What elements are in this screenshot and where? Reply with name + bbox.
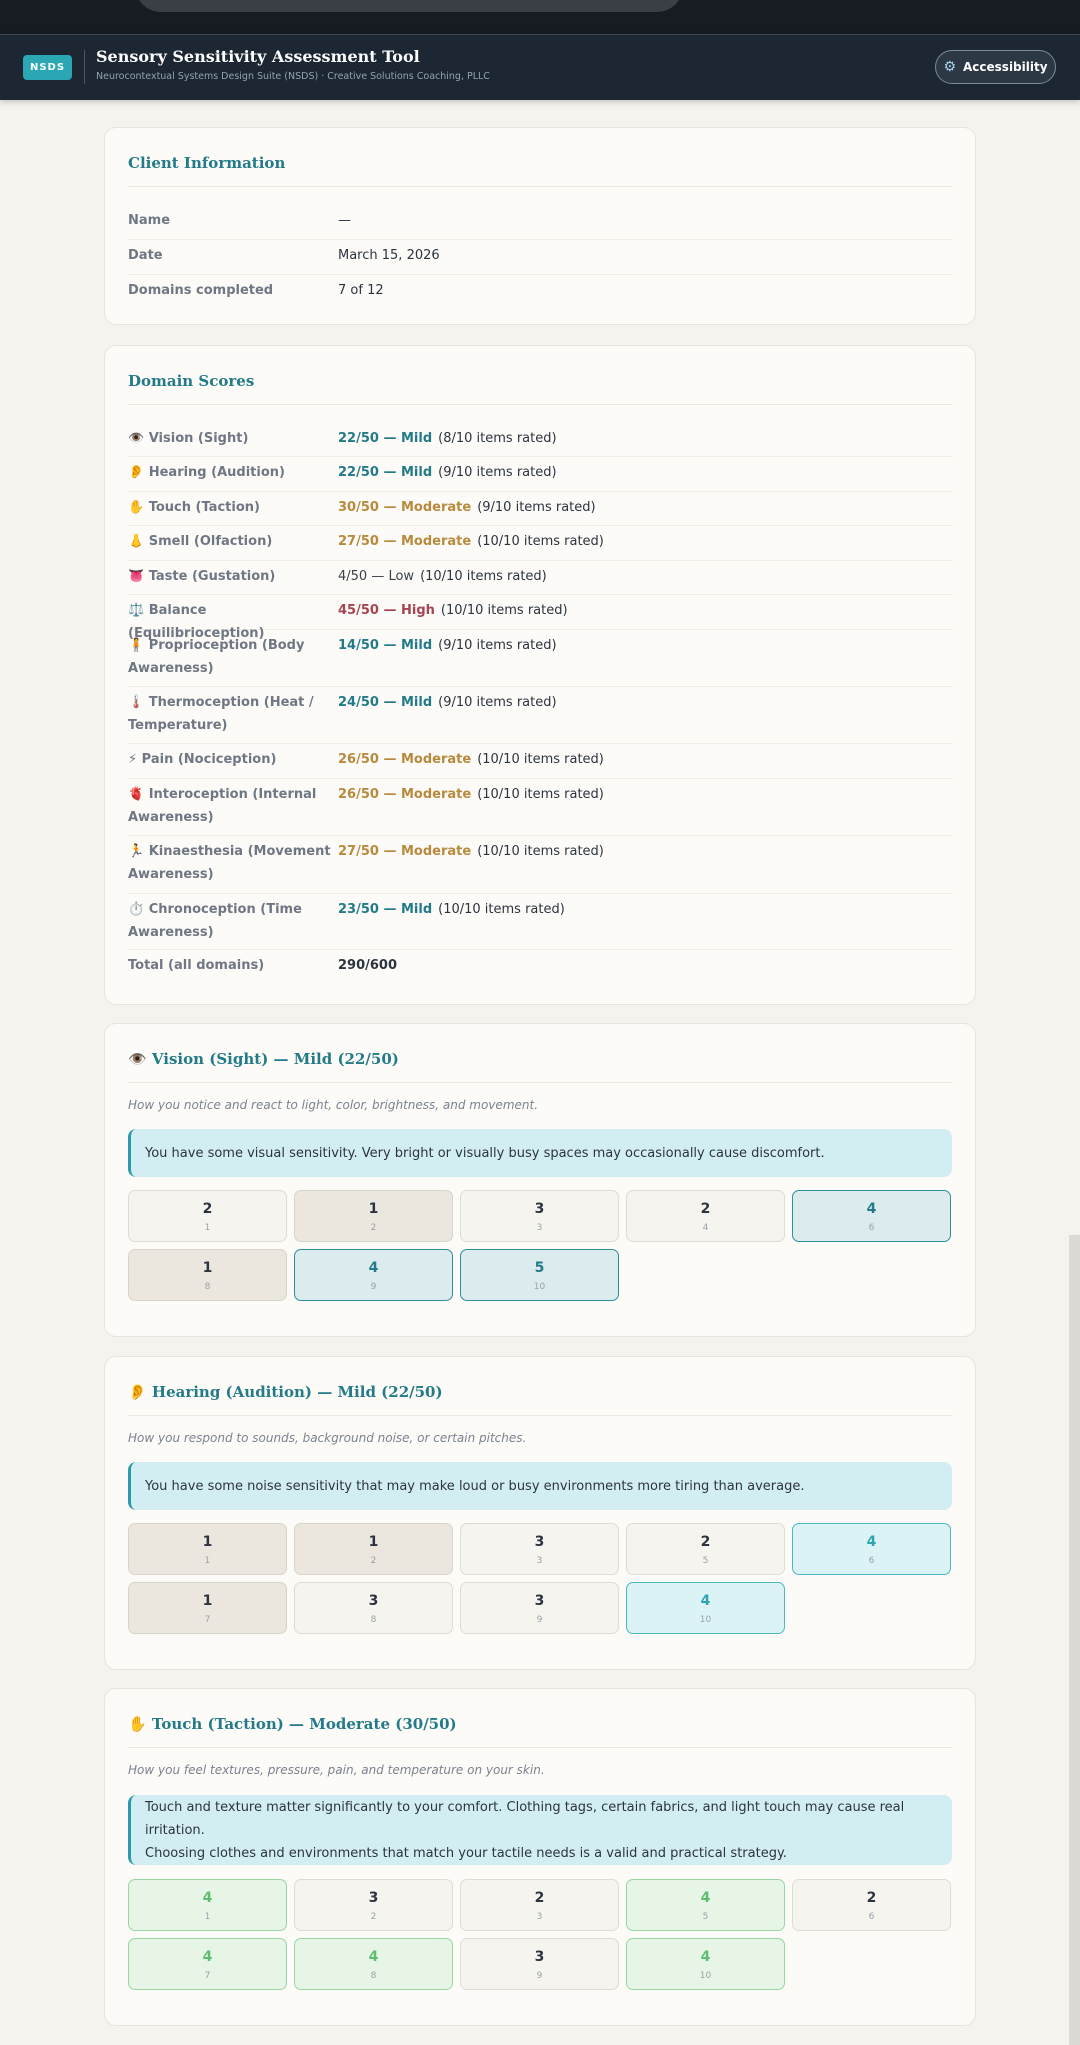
domain-name bbox=[128, 691, 333, 737]
rating-value: 2 bbox=[534, 1890, 545, 1906]
rating-value: 4 bbox=[368, 1260, 379, 1276]
score-severity: 26/50 — Moderate bbox=[338, 752, 472, 767]
domain-emoji-icon: 👂 bbox=[128, 465, 145, 480]
rating-tile[interactable] bbox=[294, 1523, 453, 1575]
score-row bbox=[128, 526, 952, 561]
domain-label: Chronoception (Time Awareness) bbox=[128, 902, 302, 940]
items-rated: (10/10 items rated) bbox=[440, 603, 568, 618]
vision-callout: You have some visual sensitivity. Very bright or visually busy spaces may occasionally cause discomfort. bbox=[128, 1129, 952, 1177]
item-number: 2 bbox=[370, 1223, 377, 1233]
item-number: 9 bbox=[536, 1615, 543, 1625]
item-number: 9 bbox=[536, 1971, 543, 1981]
rating-tile[interactable] bbox=[294, 1582, 453, 1634]
rating-value: 2 bbox=[700, 1534, 711, 1550]
rating-value: 4 bbox=[202, 1949, 213, 1965]
domain-label: Smell (Olfaction) bbox=[148, 534, 273, 549]
rating-value: 1 bbox=[202, 1260, 213, 1276]
total-value: 290/600 bbox=[338, 958, 398, 973]
client-label: Date bbox=[128, 248, 163, 263]
rating-tile[interactable] bbox=[460, 1523, 619, 1575]
score-severity: 26/50 — Moderate bbox=[338, 787, 472, 802]
divider bbox=[128, 1082, 952, 1083]
hearing-callout: You have some noise sensitivity that may make loud or busy environments more tiring than average. bbox=[128, 1462, 952, 1510]
vision-card bbox=[104, 1023, 976, 1337]
score-row bbox=[128, 779, 952, 836]
domain-score bbox=[338, 565, 547, 588]
rating-tile[interactable] bbox=[626, 1879, 785, 1931]
domain-label: Taste (Gustation) bbox=[148, 569, 276, 584]
domain-score bbox=[338, 898, 565, 921]
score-severity: 14/50 — Mild bbox=[338, 638, 433, 653]
item-number: 1 bbox=[204, 1556, 211, 1566]
client-row-date bbox=[128, 240, 952, 275]
domain-score bbox=[338, 461, 557, 484]
rating-value: 3 bbox=[534, 1534, 545, 1550]
item-number: 7 bbox=[204, 1615, 211, 1625]
item-number: 9 bbox=[370, 1282, 377, 1292]
divider bbox=[128, 404, 952, 405]
domain-scores-card bbox=[104, 345, 976, 1005]
app-header bbox=[0, 34, 1080, 100]
domain-label: Balance (Equilibrioception) bbox=[128, 603, 265, 641]
domain-name bbox=[128, 748, 333, 771]
domain-name bbox=[128, 427, 333, 450]
item-number: 2 bbox=[370, 1912, 377, 1922]
domain-score bbox=[338, 496, 596, 519]
client-info-card bbox=[104, 127, 976, 325]
domain-label: Pain (Nociception) bbox=[141, 752, 277, 767]
domain-score bbox=[338, 691, 557, 714]
client-row-name bbox=[128, 205, 952, 240]
item-number: 5 bbox=[702, 1912, 709, 1922]
rating-tile[interactable] bbox=[460, 1879, 619, 1931]
domain-emoji-icon: ⏱️ bbox=[128, 902, 145, 917]
rating-value: 1 bbox=[202, 1534, 213, 1550]
item-number: 8 bbox=[370, 1971, 377, 1981]
hearing-title: 👂 Hearing (Audition) — Mild (22/50) bbox=[128, 1383, 443, 1401]
domain-score bbox=[338, 748, 604, 771]
items-rated: (8/10 items rated) bbox=[438, 431, 557, 446]
domain-score bbox=[338, 634, 557, 657]
items-rated: (9/10 items rated) bbox=[477, 500, 596, 515]
item-number: 6 bbox=[868, 1223, 875, 1233]
touch-title: ✋ Touch (Taction) — Moderate (30/50) bbox=[128, 1715, 457, 1733]
client-row-domains bbox=[128, 275, 952, 310]
vision-description: How you notice and react to light, color, brightness, and movement. bbox=[128, 1098, 539, 1112]
client-value: 7 of 12 bbox=[338, 283, 384, 298]
domain-emoji-icon: 🫀 bbox=[128, 787, 145, 802]
client-label: Domains completed bbox=[128, 283, 274, 298]
total-row bbox=[128, 951, 952, 984]
rating-tile[interactable] bbox=[128, 1938, 287, 1990]
item-number: 4 bbox=[702, 1223, 709, 1233]
rating-tile[interactable] bbox=[294, 1190, 453, 1242]
rating-value: 3 bbox=[368, 1593, 379, 1609]
domain-name bbox=[128, 565, 333, 588]
client-value: March 15, 2026 bbox=[338, 248, 440, 263]
score-row bbox=[128, 423, 952, 457]
score-severity: 27/50 — Moderate bbox=[338, 534, 472, 549]
items-rated: (10/10 items rated) bbox=[438, 902, 565, 917]
domain-score bbox=[338, 427, 557, 450]
domain-emoji-icon: ⚡ bbox=[128, 752, 138, 767]
score-severity: 23/50 — Mild bbox=[338, 902, 433, 917]
domain-name bbox=[128, 496, 333, 519]
domain-scores-title: Domain Scores bbox=[128, 372, 255, 390]
domain-emoji-icon: 👃 bbox=[128, 534, 145, 549]
domain-emoji-icon: 🏃 bbox=[128, 844, 145, 859]
rating-tile[interactable] bbox=[460, 1190, 619, 1242]
rating-value: 3 bbox=[368, 1890, 379, 1906]
rating-value: 4 bbox=[700, 1949, 711, 1965]
domain-label: Interoception (Internal Awareness) bbox=[128, 787, 317, 825]
item-number: 8 bbox=[204, 1282, 211, 1292]
item-number: 5 bbox=[702, 1556, 709, 1566]
touch-callout bbox=[128, 1795, 952, 1865]
domain-emoji-icon: 👅 bbox=[128, 569, 145, 584]
item-number: 1 bbox=[204, 1912, 211, 1922]
vision-title: 👁️ Vision (Sight) — Mild (22/50) bbox=[128, 1050, 399, 1068]
rating-value: 2 bbox=[700, 1201, 711, 1217]
total-label: Total (all domains) bbox=[128, 958, 265, 973]
rating-tile[interactable] bbox=[128, 1190, 287, 1242]
score-row bbox=[128, 836, 952, 894]
app-title: Sensory Sensitivity Assessment Tool bbox=[96, 47, 420, 66]
divider bbox=[128, 1415, 952, 1416]
domain-name bbox=[128, 634, 333, 680]
item-number: 8 bbox=[370, 1615, 377, 1625]
touch-callout-line: Touch and texture matter significantly to your comfort. Clothing tags, certain fabrics, and light touch may cause real irritation. bbox=[145, 1799, 905, 1838]
hearing-card bbox=[104, 1356, 976, 1670]
domain-label: Hearing (Audition) bbox=[148, 465, 285, 480]
rating-value: 4 bbox=[866, 1201, 877, 1217]
domain-emoji-icon: 🧍 bbox=[128, 638, 145, 653]
items-rated: (9/10 items rated) bbox=[438, 638, 557, 653]
accessibility-label: Accessibility bbox=[963, 60, 1048, 74]
rating-tile[interactable] bbox=[626, 1523, 785, 1575]
rating-value: 4 bbox=[202, 1890, 213, 1906]
score-severity: 4/50 — Low bbox=[338, 569, 415, 584]
item-number: 6 bbox=[868, 1912, 875, 1922]
domain-label: Touch (Taction) bbox=[148, 500, 260, 515]
rating-tile[interactable] bbox=[294, 1879, 453, 1931]
items-rated: (10/10 items rated) bbox=[477, 844, 604, 859]
score-row bbox=[128, 457, 952, 492]
score-severity: 24/50 — Mild bbox=[338, 695, 433, 710]
rating-value: 2 bbox=[866, 1890, 877, 1906]
rating-value: 4 bbox=[866, 1534, 877, 1550]
app-subtitle: Neurocontextual Systems Design Suite (NSDS) · Creative Solutions Coaching, PLLC bbox=[96, 71, 490, 82]
nsds-badge: NSDS bbox=[23, 55, 72, 80]
rating-value: 4 bbox=[700, 1593, 711, 1609]
rating-tile[interactable] bbox=[626, 1190, 785, 1242]
domain-label: Vision (Sight) bbox=[148, 431, 249, 446]
score-row bbox=[128, 744, 952, 779]
domain-label: Kinaesthesia (Movement Awareness) bbox=[128, 844, 331, 882]
rating-tile[interactable] bbox=[792, 1879, 951, 1931]
scrollbar[interactable] bbox=[1069, 1235, 1080, 2045]
client-value: — bbox=[338, 213, 351, 228]
rating-tile[interactable] bbox=[128, 1523, 287, 1575]
score-row bbox=[128, 561, 952, 595]
rating-tile[interactable] bbox=[792, 1523, 951, 1575]
item-number: 10 bbox=[699, 1971, 712, 1981]
item-number: 10 bbox=[699, 1615, 712, 1625]
touch-description: How you feel textures, pressure, pain, and temperature on your skin. bbox=[128, 1763, 545, 1777]
score-row bbox=[128, 492, 952, 526]
rating-value: 1 bbox=[202, 1593, 213, 1609]
rating-value: 3 bbox=[534, 1201, 545, 1217]
domain-score bbox=[338, 840, 604, 863]
rating-value: 1 bbox=[368, 1534, 379, 1550]
domain-emoji-icon: 🌡️ bbox=[128, 695, 145, 710]
client-info-title: Client Information bbox=[128, 154, 286, 172]
divider bbox=[128, 186, 952, 187]
domain-score bbox=[338, 783, 604, 806]
rating-value: 4 bbox=[368, 1949, 379, 1965]
item-number: 3 bbox=[536, 1912, 543, 1922]
score-severity: 22/50 — Mild bbox=[338, 431, 433, 446]
divider bbox=[128, 1747, 952, 1748]
score-severity: 22/50 — Mild bbox=[338, 465, 433, 480]
score-severity: 27/50 — Moderate bbox=[338, 844, 472, 859]
items-rated: (9/10 items rated) bbox=[438, 465, 557, 480]
rating-value: 3 bbox=[534, 1949, 545, 1965]
rating-tile[interactable] bbox=[460, 1938, 619, 1990]
rating-value: 5 bbox=[534, 1260, 545, 1276]
item-number: 2 bbox=[370, 1556, 377, 1566]
score-row bbox=[128, 687, 952, 744]
browser-top-strip bbox=[0, 0, 1080, 34]
hearing-description: How you respond to sounds, background noise, or certain pitches. bbox=[128, 1431, 527, 1445]
score-row bbox=[128, 595, 952, 641]
header-divider bbox=[84, 50, 85, 84]
domain-score bbox=[338, 530, 604, 553]
client-label: Name bbox=[128, 213, 171, 228]
domain-name bbox=[128, 461, 333, 484]
rating-tile[interactable] bbox=[460, 1582, 619, 1634]
item-number: 6 bbox=[868, 1556, 875, 1566]
item-number: 7 bbox=[204, 1971, 211, 1981]
item-number: 10 bbox=[533, 1282, 546, 1292]
rating-value: 4 bbox=[700, 1890, 711, 1906]
accessibility-button[interactable] bbox=[935, 50, 1056, 84]
score-row bbox=[128, 894, 952, 950]
rating-tile[interactable] bbox=[128, 1582, 287, 1634]
domain-name bbox=[128, 898, 333, 944]
item-number: 1 bbox=[204, 1223, 211, 1233]
rating-tile[interactable] bbox=[128, 1249, 287, 1301]
domain-name bbox=[128, 840, 333, 886]
domain-label: Proprioception (Body Awareness) bbox=[128, 638, 305, 676]
item-number: 3 bbox=[536, 1556, 543, 1566]
touch-callout-line: Choosing clothes and environments that match your tactile needs is a valid and practical strategy. bbox=[145, 1845, 787, 1861]
address-bar[interactable] bbox=[135, 0, 683, 12]
score-severity: 45/50 — High bbox=[338, 603, 435, 618]
domain-name bbox=[128, 530, 333, 553]
domain-emoji-icon: ✋ bbox=[128, 500, 145, 515]
gear-icon: ⚙ bbox=[943, 59, 956, 75]
items-rated: (9/10 items rated) bbox=[438, 695, 557, 710]
rating-tile[interactable] bbox=[626, 1582, 785, 1634]
domain-score bbox=[338, 599, 568, 622]
item-number: 3 bbox=[536, 1223, 543, 1233]
score-severity: 30/50 — Moderate bbox=[338, 500, 472, 515]
rating-value: 3 bbox=[534, 1593, 545, 1609]
rating-tile[interactable] bbox=[626, 1938, 785, 1990]
items-rated: (10/10 items rated) bbox=[420, 569, 547, 584]
domain-emoji-icon: 👁️ bbox=[128, 431, 145, 446]
domain-label: Thermoception (Heat / Temperature) bbox=[128, 695, 314, 733]
rating-tile[interactable] bbox=[128, 1879, 287, 1931]
rating-tile[interactable] bbox=[294, 1249, 453, 1301]
rating-tile[interactable] bbox=[460, 1249, 619, 1301]
rating-tile[interactable] bbox=[792, 1190, 951, 1242]
items-rated: (10/10 items rated) bbox=[477, 752, 604, 767]
rating-value: 2 bbox=[202, 1201, 213, 1217]
items-rated: (10/10 items rated) bbox=[477, 534, 604, 549]
domain-name bbox=[128, 783, 333, 829]
items-rated: (10/10 items rated) bbox=[477, 787, 604, 802]
rating-tile[interactable] bbox=[294, 1938, 453, 1990]
domain-emoji-icon: ⚖️ bbox=[128, 603, 145, 618]
rating-value: 1 bbox=[368, 1201, 379, 1217]
touch-card bbox=[104, 1688, 976, 2026]
score-row bbox=[128, 630, 952, 687]
